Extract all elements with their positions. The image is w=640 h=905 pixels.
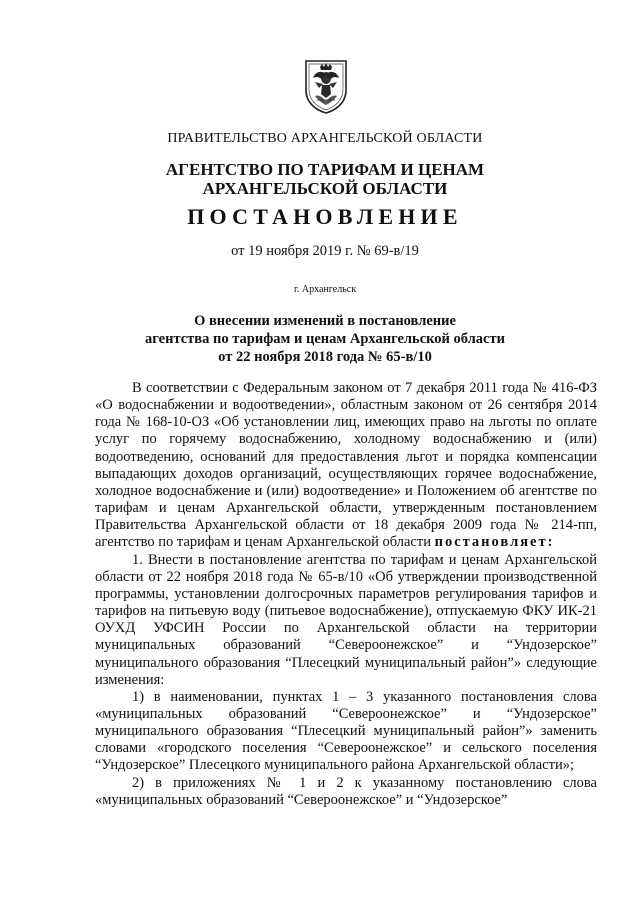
document-body — [95, 380, 597, 809]
subject-line2: агентства по тарифам и ценам Архангельской области — [145, 331, 505, 347]
government-name: ПРАВИТЕЛЬСТВО АРХАНГЕЛЬСКОЙ ОБЛАСТИ — [167, 131, 483, 146]
subitem-1-paragraph: 1) в наименовании, пунктах 1 – 3 указанного постановления слова «муниципальных образований “Североонежское” и “Ундозерское” муниципального образования “Плесецкий муниципальный район”» заменить словами «городского поселения “Североонежское” и сельского поселения “Ундозерское” Плесецкого муниципального района Архангельской области»; — [95, 688, 597, 774]
subject-line1: О внесении изменений в постановление — [194, 313, 456, 329]
document-subject — [60, 312, 590, 366]
agency-name-line2: АРХАНГЕЛЬСКОЙ ОБЛАСТИ — [202, 179, 448, 198]
agency-name — [60, 160, 590, 198]
subitem-2-paragraph: 2) в приложениях № 1 и 2 к указанному постановлению слова «муниципальных образований “Североонежское” и “Ундозерское” — [95, 774, 597, 808]
preamble-paragraph — [95, 380, 597, 552]
subject-line3: от 22 ноября 2018 года № 65-в/10 — [218, 349, 432, 365]
document-city: г. Архангельск — [293, 284, 357, 295]
document-type-title: ПОСТАНОВЛЕНИЕ — [187, 204, 463, 229]
item-1-paragraph: 1. Внести в постановление агентства по тарифам и ценам Архангельской области от 22 ноября 2018 года № 65-в/10 «Об утверждении производственной программы, установлении долгосрочных параметров регулирования тарифов и тарифов на питьевую воду (питьевое водоснабжение), отпускаемую ФКУ ИК-21 ОУХД УФСИН России по Архангельской области на территории муниципальных образований “Североонежское” и “Ундозерское” муниципального образования “Плесецкий муниципальный район”» следующие изменения: — [95, 551, 597, 688]
decree-word: постановляет: — [434, 534, 555, 551]
coat-of-arms-emblem — [303, 58, 349, 114]
document-date-number: от 19 ноября 2019 г. № 69-в/19 — [231, 243, 419, 259]
agency-name-line1: АГЕНТСТВО ПО ТАРИФАМ И ЦЕНАМ — [165, 160, 485, 179]
preamble-text: В соответствии с Федеральным законом от 7 декабря 2011 года № 416-ФЗ «О водоснабжении и водоотведении», областным законом от 26 сентября 2014 года № 168-10-ОЗ «Об установлении лиц, имеющих право на льготы по оплате услуг по горячему водоснабжению, холодному водоснабжению и (или) водоотведению, оснований для предоставления льгот и порядка компенсации выпадающих доходов организаций, осуществляющих горячее водоснабжение, холодное водоснабжение и (или) водоотведение» и Положением об агентстве по тарифам и ценам Архангельской области, утвержденным постановлением Правительства Архангельской области от 18 декабря 2009 года № 214-пп, агентство по тарифам и ценам Архангельской области — [95, 380, 597, 551]
